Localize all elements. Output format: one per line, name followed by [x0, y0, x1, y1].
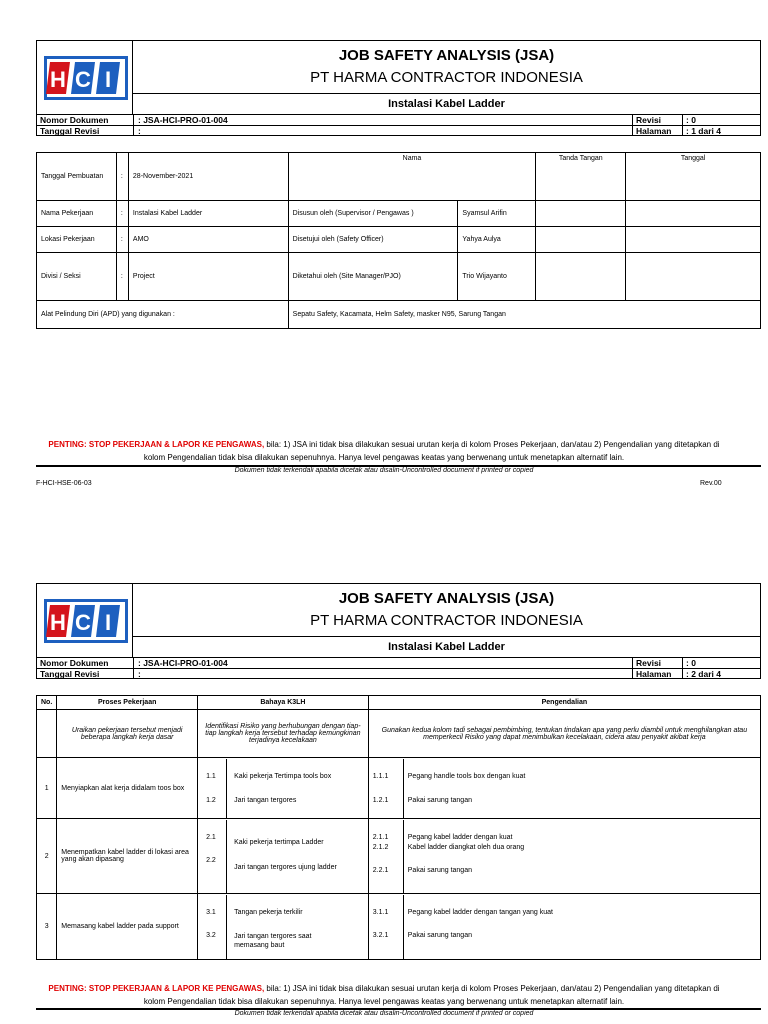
hazard-text: Kaki pekerja tertimpa Ladder [234, 838, 324, 846]
hint-proses: Uraikan pekerjaan tersebut menjadi beberapa langkah kerja dasar [57, 710, 198, 758]
hint-pengendalian: Gunakan kedua kolom tadi sebagai pembimbing, tentukan tindakan apa yang perlu diambil untuk menghilangkan atau memperkecil Risiko yang dapat menimbulkan kecelakaan, cidera atau penyakit akibat kerja [368, 710, 760, 758]
tanggal-label: Tanggal Pembuatan [37, 153, 117, 201]
hazard-text: Tangan pekerja terkilir [234, 908, 303, 916]
pekerjaan-value: Instalasi Kabel Ladder [128, 201, 288, 227]
nama-header: Nama [288, 153, 536, 201]
disclaimer: Dokumen tidak terkendali apabila dicetak atau disalin-Uncontrolled document if printed or copied [234, 1010, 534, 1017]
tanggal-header: Tanggal [626, 153, 761, 201]
control-number: 1.2.1 [372, 796, 389, 804]
colon: : [116, 201, 128, 227]
control-text: Pegang kabel ladder dengan kuat [407, 833, 513, 841]
disusun-value: Syamsul Arifin [458, 201, 536, 227]
step-proses: Menyiapkan alat kerja didalam toos box [57, 758, 198, 819]
doc-number-value: : JSA-HCI-PRO-01-004 [138, 115, 228, 125]
form-revision: Rev.00 [700, 480, 722, 487]
hazard-number: 2.1 [206, 833, 216, 841]
control-text: Kabel ladder diangkat oleh dua orang [407, 843, 525, 851]
page-value: : 2 dari 4 [686, 669, 721, 679]
step-pengendalian [368, 819, 760, 894]
page-label: Halaman [636, 669, 672, 679]
revision-date-row [37, 125, 760, 136]
col-bahaya-header: Bahaya K3LH [198, 696, 369, 710]
apd-label: Alat Pelindung Diri (APD) yang digunakan : [37, 301, 289, 329]
control-text: Pakai sarung tangan [407, 866, 472, 874]
page2-header [36, 583, 761, 679]
svg-text:H: H [50, 67, 66, 92]
doc-title: JOB SAFETY ANALYSIS (JSA) [338, 590, 555, 607]
control-text: Pegang kabel ladder dengan tangan yang kuat [407, 908, 553, 916]
hazard-text: Kaki pekerja Tertimpa tools box [234, 772, 332, 780]
step-bahaya [198, 758, 369, 819]
svg-text:I: I [104, 610, 112, 635]
step-number: 1 [37, 758, 57, 819]
revision-value: : 0 [686, 658, 696, 668]
stop-instruction: STOP PEKERJAAN & LAPOR KE PENGAWAS, [88, 984, 265, 993]
job-subject: Instalasi Kabel Ladder [133, 636, 760, 657]
lokasi-value: AMO [128, 227, 288, 253]
hazard-number: 1.1 [206, 772, 216, 780]
page1-header [36, 40, 761, 136]
step-number: 3 [37, 894, 57, 960]
revision-label: Revisi [636, 658, 662, 668]
logo-cell [37, 41, 133, 114]
svg-text:C: C [75, 67, 91, 92]
date-cell [626, 227, 761, 253]
disetujui-value: Yahya Aulya [458, 227, 536, 253]
control-number: 2.1.2 [372, 843, 389, 851]
form-code: F-HCI-HSE-06-03 [36, 480, 92, 487]
doc-title: JOB SAFETY ANALYSIS (JSA) [338, 47, 555, 64]
col-pengendalian-header: Pengendalian [368, 696, 760, 710]
apd-value: Sepatu Safety, Kacamata, Helm Safety, masker N95, Sarung Tangan [288, 301, 760, 329]
tanda-tangan-header: Tanda Tangan [536, 153, 626, 201]
control-text: Pegang handle tools box dengan kuat [407, 772, 526, 780]
doc-number-row [37, 657, 760, 668]
colon: : [116, 227, 128, 253]
revision-date-value: : [138, 126, 141, 136]
control-text: Pakai sarung tangan [407, 796, 472, 804]
pekerjaan-label: Nama Pekerjaan [37, 201, 117, 227]
disclaimer: Dokumen tidak terkendali apabila dicetak atau disalin-Uncontrolled document if printed or copied [234, 467, 534, 474]
divisi-value: Project [128, 253, 288, 301]
step-pengendalian [368, 894, 760, 960]
revision-date-value: : [138, 669, 141, 679]
job-subject: Instalasi Kabel Ladder [133, 93, 760, 114]
company-name: PT HARMA CONTRACTOR INDONESIA [310, 69, 583, 86]
step-proses: Menempatkan kabel ladder di lokasi area yang akan dipasang [57, 819, 198, 894]
hazard-number: 1.2 [206, 796, 216, 804]
diketahui-value: Trio Wijayanto [458, 253, 536, 301]
job-info-table [36, 152, 761, 329]
warning-note [0, 982, 768, 1008]
signature-cell [536, 201, 626, 227]
penting-label: PENTING: [48, 440, 87, 449]
warning-note [0, 438, 768, 464]
hazard-number: 3.2 [206, 931, 216, 939]
jsa-steps-table [36, 695, 761, 960]
warning-line-1: bila: 1) JSA ini tidak bisa dilakukan sesuai urutan kerja di kolom Proses Pekerjaan, dan/atau 2) Pengendalian yang ditetapkan di [264, 440, 720, 449]
step-pengendalian [368, 758, 760, 819]
disetujui-label: Disetujui oleh (Safety Officer) [288, 227, 458, 253]
revision-date-row [37, 668, 760, 679]
page-value: : 1 dari 4 [686, 126, 721, 136]
col-proses-header: Proses Pekerjaan [57, 696, 198, 710]
hint-bahaya: Identifikasi Risiko yang berhubungan dengan tiap-tiap langkah kerja tersebut terhadap kemungkinan terjadinya kecelakaan [198, 710, 369, 758]
disusun-label: Disusun oleh (Supervisor / Pengawas ) [288, 201, 458, 227]
hazard-number: 3.1 [206, 908, 216, 916]
logo-cell [37, 584, 133, 657]
step-bahaya [198, 819, 369, 894]
revision-label: Revisi [636, 115, 662, 125]
svg-text:I: I [104, 67, 112, 92]
diketahui-label: Diketahui oleh (Site Manager/PJO) [288, 253, 458, 301]
hci-logo [44, 599, 128, 643]
col-no-header: No. [37, 696, 57, 710]
control-number: 1.1.1 [372, 772, 389, 780]
hazard-text: Jari tangan tergores saat memasang baut [234, 932, 312, 949]
step-proses: Memasang kabel ladder pada support [57, 894, 198, 960]
hazard-number: 2.2 [206, 856, 216, 864]
revision-date-label: Tanggal Revisi [40, 669, 100, 679]
revision-value: : 0 [686, 115, 696, 125]
step-bahaya [198, 894, 369, 960]
svg-text:H: H [50, 610, 66, 635]
company-name: PT HARMA CONTRACTOR INDONESIA [310, 612, 583, 629]
date-cell [626, 253, 761, 301]
warning-line-2: kolom Pengendalian tidak bisa dilakukan sepenuhnya. Hanya level pengawas keatas yang berwenang untuk menetapkan alternatif lain. [143, 997, 625, 1006]
signature-cell [536, 253, 626, 301]
page-label: Halaman [636, 126, 672, 136]
control-number: 2.2.1 [372, 866, 389, 874]
warning-line-2: kolom Pengendalian tidak bisa dilakukan sepenuhnya. Hanya level pengawas keatas yang berwenang untuk menetapkan alternatif lain. [143, 453, 625, 462]
hazard-text: Jari tangan tergores [234, 796, 297, 804]
step-number: 2 [37, 819, 57, 894]
doc-number-label: Nomor Dokumen [40, 658, 109, 668]
warning-line-1: bila: 1) JSA ini tidak bisa dilakukan sesuai urutan kerja di kolom Proses Pekerjaan, dan/atau 2) Pengendalian yang ditetapkan di [264, 984, 720, 993]
doc-number-label: Nomor Dokumen [40, 115, 109, 125]
hint-no [37, 710, 57, 758]
colon: : [116, 253, 128, 301]
doc-number-row [37, 114, 760, 125]
divisi-label: Divisi / Seksi [37, 253, 117, 301]
signature-cell [536, 227, 626, 253]
doc-number-value: : JSA-HCI-PRO-01-004 [138, 658, 228, 668]
control-number: 3.1.1 [372, 908, 389, 916]
revision-date-label: Tanggal Revisi [40, 126, 100, 136]
colon: : [116, 153, 128, 201]
stop-instruction: STOP PEKERJAAN & LAPOR KE PENGAWAS, [88, 440, 265, 449]
lokasi-label: Lokasi Pekerjaan [37, 227, 117, 253]
hazard-text: Jari tangan tergores ujung ladder [234, 863, 337, 871]
date-cell [626, 201, 761, 227]
svg-text:C: C [75, 610, 91, 635]
control-text: Pakai sarung tangan [407, 931, 472, 939]
penting-label: PENTING: [48, 984, 87, 993]
tanggal-value: 28-November-2021 [128, 153, 288, 201]
hci-logo [44, 56, 128, 100]
control-number: 3.2.1 [372, 931, 389, 939]
control-number: 2.1.1 [372, 833, 389, 841]
